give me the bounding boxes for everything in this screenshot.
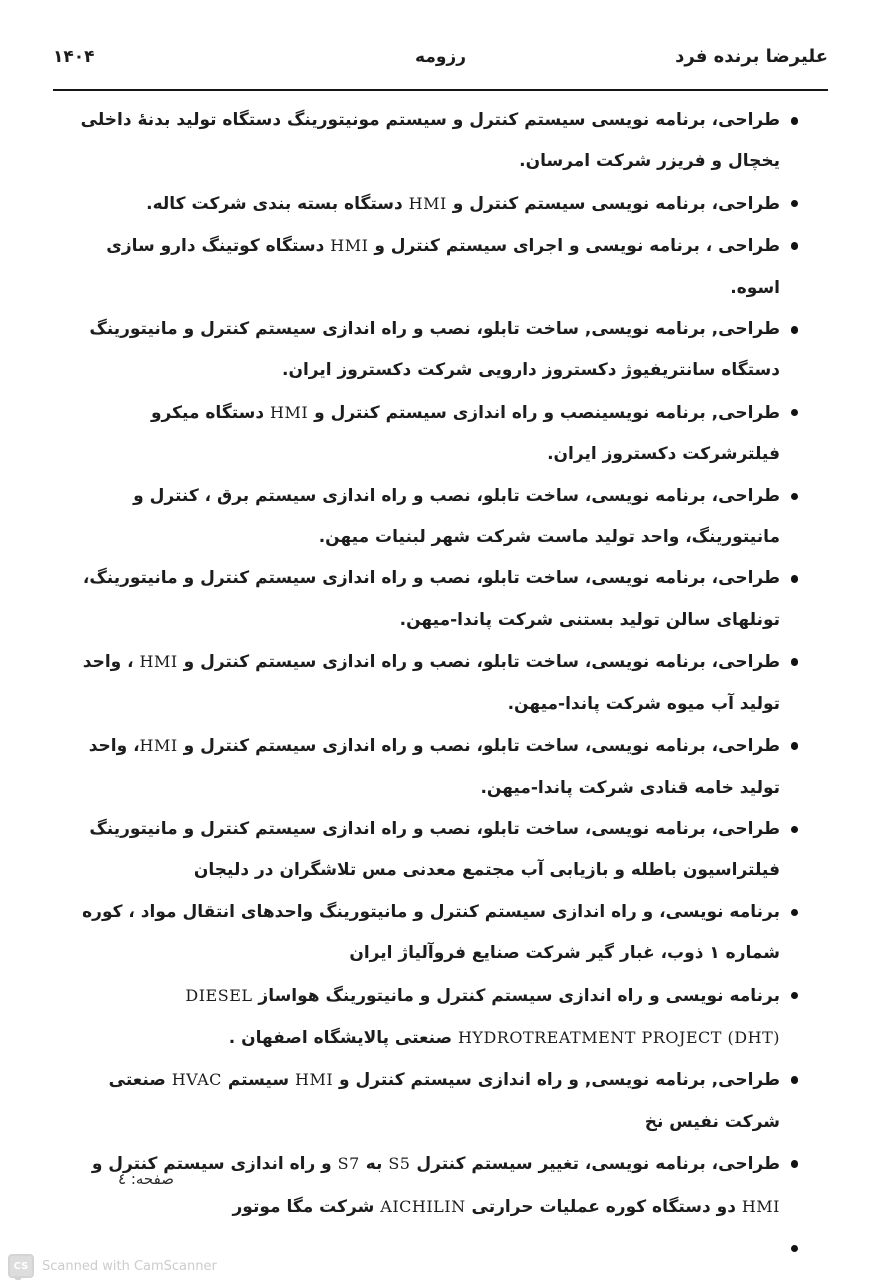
persian-text-segment: صنعتی شرکت نفیس نخ — [108, 1070, 780, 1132]
author-name: علیرضا برنده فرد — [675, 46, 828, 67]
footer-page-number: صفحه: ٤ — [118, 1170, 174, 1188]
persian-text-segment: به — [359, 1154, 389, 1175]
latin-text-segment: HMI — [270, 402, 309, 422]
persian-text-segment: دو دستگاه کوره عملیات حرارتی — [465, 1196, 742, 1217]
list-item — [53, 392, 828, 476]
persian-text-segment: ، واحد تولید خامه قنادی شرکت پاندا-میهن. — [88, 736, 780, 798]
list-item — [53, 809, 828, 892]
persian-text-segment: دستگاه میکرو فیلترشرکت دکستروز ایران. — [150, 402, 780, 465]
persian-text-segment: برنامه نویسی و راه اندازی سیستم کنترل و مانیتورینگ هواساز — [252, 985, 780, 1006]
list-item — [53, 225, 828, 309]
persian-text-segment: صنعتی پالایشگاه اصفهان . — [228, 1027, 458, 1048]
latin-text-segment: HMI — [330, 236, 369, 256]
persian-text-segment: طراحی, برنامه نویسینصب و راه اندازی سیستم کنترل و — [308, 402, 780, 423]
persian-text-segment: و راه اندازی سیستم کنترل و — [91, 1154, 338, 1175]
latin-text-segment: S5 — [388, 1154, 411, 1174]
latin-text-segment: HMI — [741, 1196, 780, 1216]
persian-text-segment: طراحی، برنامه نویسی، ساخت تابلو، نصب و راه اندازی سیستم برق ، کنترل و مانیتورینگ، واحد تولید ماست شرکت شهر لبنیات میهن. — [133, 485, 780, 548]
persian-text-segment: دستگاه کوتینگ دارو سازی اسوه. — [106, 236, 780, 298]
persian-text-segment: طراحی، برنامه نویسی، ساخت تابلو، نصب و راه اندازی سیستم کنترل و — [177, 652, 780, 673]
list-item — [53, 641, 828, 725]
camscanner-watermark — [8, 1254, 217, 1278]
persian-text-segment: طراحی, برنامه نویسی, ساخت تابلو، نصب و راه اندازی سیستم کنترل و مانیتورینگ دستگاه سانتریفیوژ دکستروز دارویی شرکت دکستروز ایران. — [89, 319, 780, 381]
persian-text-segment: ، واحد تولید آب میوه شرکت پاندا-میهن. — [82, 652, 780, 714]
list-item — [53, 1059, 828, 1143]
latin-text-segment: HMI — [408, 193, 447, 213]
latin-text-segment: HMI — [294, 1070, 334, 1090]
persian-text-segment: طراحی، برنامه نویسی، تغییر سیستم کنترل — [410, 1154, 780, 1175]
list-item — [53, 725, 828, 809]
camscanner-watermark-text: Scanned with CamScanner — [42, 1258, 217, 1274]
list-item — [53, 892, 828, 975]
persian-text-segment: طراحی، برنامه نویسی سیستم کنترل و — [446, 193, 780, 214]
page-header — [53, 46, 828, 67]
latin-text-segment: HMI — [139, 652, 178, 672]
latin-text-segment: AICHILIN — [380, 1196, 466, 1216]
persian-text-segment: طراحی، برنامه نویسی، ساخت تابلو، نصب و راه اندازی سیستم کنترل و مانیتورینگ فیلتراسیون باطله و بازیابی آب مجتمع معدنی مس تلاشگران در دلیجان — [89, 818, 780, 881]
list-item — [53, 975, 828, 1060]
experience-list — [53, 100, 828, 1228]
persian-text-segment: برنامه نویسی، و راه اندازی سیستم کنترل و مانیتورینگ واحدهای انتقال مواد ، کوره شماره ۱ ذوب، غبار گیر شرکت صنایع فروآلیاژ ایران — [82, 901, 780, 964]
header-year: ۱۴۰۴ — [53, 47, 95, 67]
header-divider — [53, 89, 828, 91]
list-item — [53, 183, 828, 225]
list-item — [53, 100, 828, 183]
persian-text-segment: طراحی, برنامه نویسی, و راه اندازی سیستم کنترل و — [333, 1070, 780, 1091]
persian-text-segment: طراحی، برنامه نویسی، ساخت تابلو، نصب و راه اندازی سیستم کنترل و مانیتورینگ، تونلهای سالن تولید بستنی شرکت پاندا-میهن. — [82, 568, 780, 630]
persian-text-segment: شرکت مگا موتور — [232, 1196, 381, 1217]
persian-text-segment: دستگاه بسته بندی شرکت کاله. — [146, 193, 409, 214]
latin-text-segment: S7 — [337, 1154, 360, 1174]
latin-text-segment: HMI — [139, 736, 178, 756]
list-item — [53, 309, 828, 392]
camscanner-badge-icon: CS — [8, 1254, 34, 1278]
persian-text-segment: طراحی ، برنامه نویسی و اجرای سیستم کنترل و — [368, 236, 780, 257]
persian-text-segment: طراحی، برنامه نویسی سیستم کنترل و سیستم مونیتورینگ دستگاه تولید بدنهٔ داخلی یخچال و فریزر شرکت امرسان. — [80, 110, 780, 172]
list-item — [53, 558, 828, 641]
latin-text-segment: DIESEL HYDROTREATMENT PROJECT (DHT) — [185, 985, 780, 1047]
latin-text-segment: HVAC — [171, 1070, 222, 1090]
list-item — [53, 476, 828, 559]
persian-text-segment: سیستم — [221, 1070, 295, 1091]
document-title: رزومه — [415, 47, 466, 67]
persian-text-segment: طراحی، برنامه نویسی، ساخت تابلو، نصب و راه اندازی سیستم کنترل و — [177, 736, 780, 757]
